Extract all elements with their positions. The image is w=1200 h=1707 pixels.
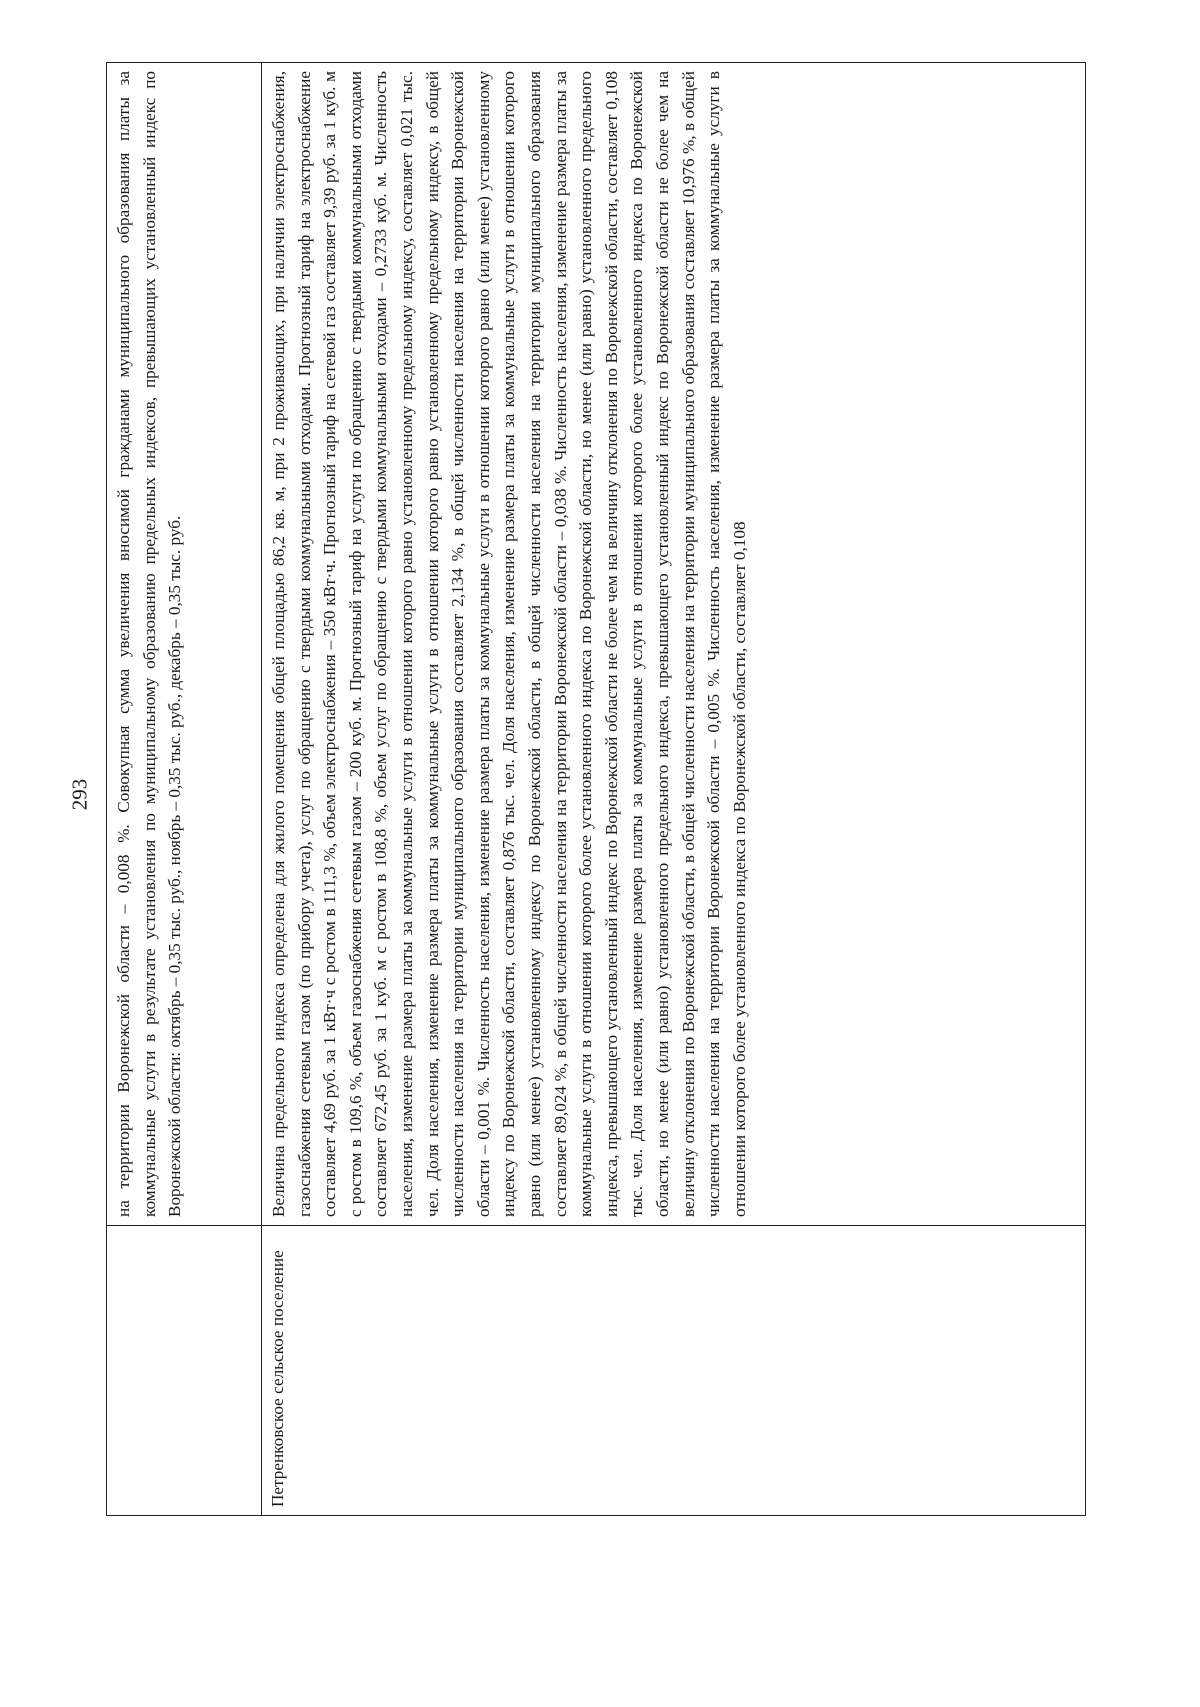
table-cell-description: Величина предельного индекса определена для жилого помещения общей площадью 86,2 кв. м, при 2 проживающих, при наличии электроснабжения, газоснабжения сетевым газом (по прибору учета), услуг по обращению с твердыми коммунальными отходами. Прогнозный тариф на электроснабжение составляет 4,69 руб. за 1 кВт·ч с ростом в 111,3 %, объем электроснабжения – 350 кВт·ч. Прогнозный тариф на сетевой газ составляет 9,39 руб. за 1 куб. м с ростом в 109,6 %, объем газоснабжения сетевым газом – 200 куб. м. Прогнозный тариф на услуги по обращению с твердыми коммунальными отходами составляет 672,45 руб. за 1 куб. м с ростом в 108,8 %, объем услуг по обращению с твердыми коммунальными отходами – 0,2733 куб. м. Численность населения, изменение размера платы за коммунальные услуги в отношении которого равно установленному предельному индексу, составляет 0,021 тыс. чел. Доля населения, изменение размера платы за коммунальные услуги в отношении которого равно установленному предельному индексу, в общей численности населения на территории муниципального образования составляет 2,134 %, в общей численности населения на территории Воронежской области – 0,001 %. Численность населения, изменение размера платы за коммунальные услуги в отношении которого равно (или менее) установленному индексу по Воронежской области, составляет 0,876 тыс. чел. Доля населения, изменение размера платы за коммунальные услуги в отношении которого равно (или менее) установленному индексу по Воронежской области, в общей численности населения на территории муниципального образования составляет 89,024 %, в общей численности населения на территории Воронежской области – 0,038 %. Численность населения, изменение размера платы за коммунальные услуги в отношении которого более установленного индекса по Воронежской области, но менее (или равно) установленного предельного индекса, превышающего установленный индекс по Воронежской области не более чем на величину отклонения по Воронежской области, составляет 0,108 тыс. чел. Доля населения, изменение размера платы за коммунальные услуги в отношении которого более установленного индекса по Воронежской области, но менее (или равно) установленного предельного индекса, превышающего установленный индекс по Воронежской области не более чем на величину отклонения по Воронежской области, в общей численности населения на территории муниципального образования составляет 10,976 %, в общей численности населения на территории Воронежской области – 0,005 %. Численность населения, изменение размера платы за коммунальные услуги в отношении которого более установленного индекса по Воронежской области, составляет 0,108	[269, 71, 749, 1217]
table-cell-municipality	[107, 1225, 262, 1515]
table-cell-municipality: Петренковское сельское поселение	[262, 1225, 1085, 1515]
table-cell-description: на территории Воронежской области – 0,008 %. Совокупная сумма увеличения вносимой гражданами муниципального образования платы за коммунальные услуги в результате установления по муниципальному образованию предельных индексов, превышающих установленный индекс по Воронежской области: октябрь – 0,35 тыс. руб., ноябрь – 0,35 тыс. руб., декабрь – 0,35 тыс. руб.	[107, 63, 262, 1225]
page-number: 293	[67, 778, 92, 811]
index-table	[106, 62, 1086, 1516]
